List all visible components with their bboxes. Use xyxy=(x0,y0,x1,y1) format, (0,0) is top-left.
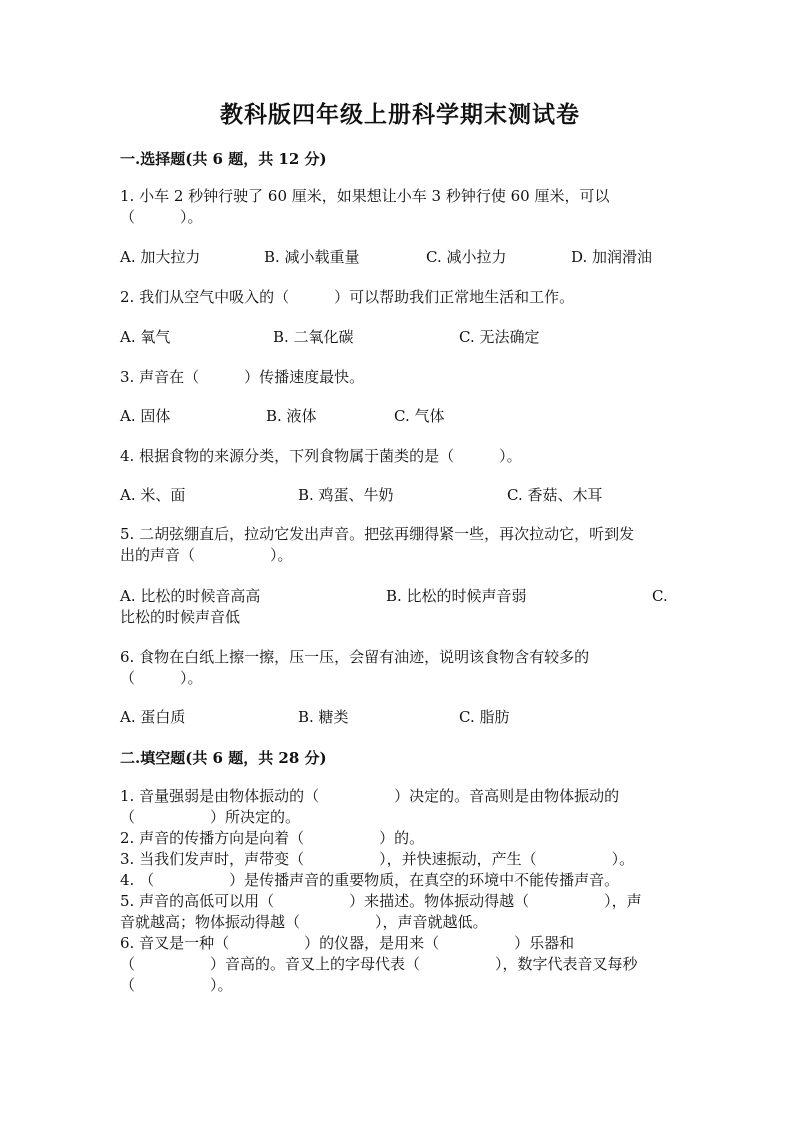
q1-option-a: A. 加大拉力 xyxy=(120,248,201,266)
question-5 xyxy=(120,524,680,566)
q4-option-c: C. 香菇、木耳 xyxy=(507,486,603,504)
q4-option-a: A. 米、面 xyxy=(120,486,186,504)
q5-option-b: B. 比松的时候声音弱 xyxy=(386,587,527,605)
question-4-line-1: 4. 根据食物的来源分类，下列食物属于菌类的是（ ）。 xyxy=(120,447,522,465)
q5-option-c-label: C. xyxy=(652,587,668,605)
q3-option-a: A. 固体 xyxy=(120,407,171,425)
question-5-line-2: 出的声音（ ）。 xyxy=(120,546,293,564)
question-6 xyxy=(120,647,680,689)
question-5-line-1: 5. 二胡弦绷直后，拉动它发出声音。把弦再绷得紧一些，再次拉动它，听到发 xyxy=(120,525,635,543)
question-6-line-2: （ ）。 xyxy=(120,669,203,687)
question-2 xyxy=(120,287,680,308)
q6-option-b: B. 糖类 xyxy=(298,708,349,726)
fill-line-8: 6. 音叉是一种（ ）的仪器，是用来（ ）乐器和 xyxy=(120,934,575,952)
question-2-line-1: 2. 我们从空气中吸入的（ ）可以帮助我们正常地生活和工作。 xyxy=(120,288,575,306)
q3-option-b: B. 液体 xyxy=(266,407,317,425)
section-heading-fill: 二.填空题(共 6 题，共 28 分) xyxy=(120,749,327,767)
q4-option-b: B. 鸡蛋、牛奶 xyxy=(298,486,394,504)
question-6-line-1: 6. 食物在白纸上擦一擦，压一压，会留有油迹，说明该食物含有较多的 xyxy=(120,648,590,666)
q2-option-c: C. 无法确定 xyxy=(459,328,540,346)
section-heading-choice: 一.选择题(共 6 题，共 12 分) xyxy=(120,150,327,168)
question-4 xyxy=(120,446,680,467)
q1-option-d: D. 加润滑油 xyxy=(571,248,653,266)
question-1 xyxy=(120,186,680,228)
fill-line-2: （ ）所决定的。 xyxy=(120,808,301,826)
fill-line-10: （ ）。 xyxy=(120,976,233,994)
q2-option-b: B. 二氧化碳 xyxy=(273,328,354,346)
question-1-line-2: （ ）。 xyxy=(120,208,203,226)
q1-option-b: B. 减小载重量 xyxy=(264,248,360,266)
q3-option-c: C. 气体 xyxy=(394,407,445,425)
q1-option-c: C. 减小拉力 xyxy=(426,248,507,266)
q6-option-c: C. 脂肪 xyxy=(459,708,510,726)
exam-title: 教科版四年级上册科学期末测试卷 xyxy=(220,101,580,128)
fill-line-1: 1. 音量强弱是由物体振动的（ ）决定的。音高则是由物体振动的 xyxy=(120,787,620,805)
fill-line-5: 4. （ ）是传播声音的重要物质，在真空的环境中不能传播声音。 xyxy=(120,871,620,889)
question-3-line-1: 3. 声音在（ ）传播速度最快。 xyxy=(120,368,365,386)
fill-line-4: 3. 当我们发声时，声带变（ ），并快速振动，产生（ ）。 xyxy=(120,850,635,868)
question-1-line-1: 1. 小车 2 秒钟行驶了 60 厘米，如果想让小车 3 秒钟行使 60 厘米，可以 xyxy=(120,187,610,205)
fill-in-questions xyxy=(120,786,680,996)
fill-line-9: （ ）音高的。音叉上的字母代表（ ），数字代表音叉每秒 xyxy=(120,955,638,973)
q6-option-a: A. 蛋白质 xyxy=(120,708,186,726)
q5-option-a: A. 比松的时候音高高 xyxy=(120,587,261,605)
q5-option-c-text: 比松的时候声音低 xyxy=(120,608,241,626)
fill-line-7: 音就越高；物体振动得越（ ），声音就越低。 xyxy=(120,913,488,931)
fill-line-3: 2. 声音的传播方向是向着（ ）的。 xyxy=(120,829,425,847)
fill-line-6: 5. 声音的高低可以用（ ）来描述。物体振动得越（ ），声 xyxy=(120,892,642,910)
question-3 xyxy=(120,367,680,388)
q2-option-a: A. 氧气 xyxy=(120,328,171,346)
